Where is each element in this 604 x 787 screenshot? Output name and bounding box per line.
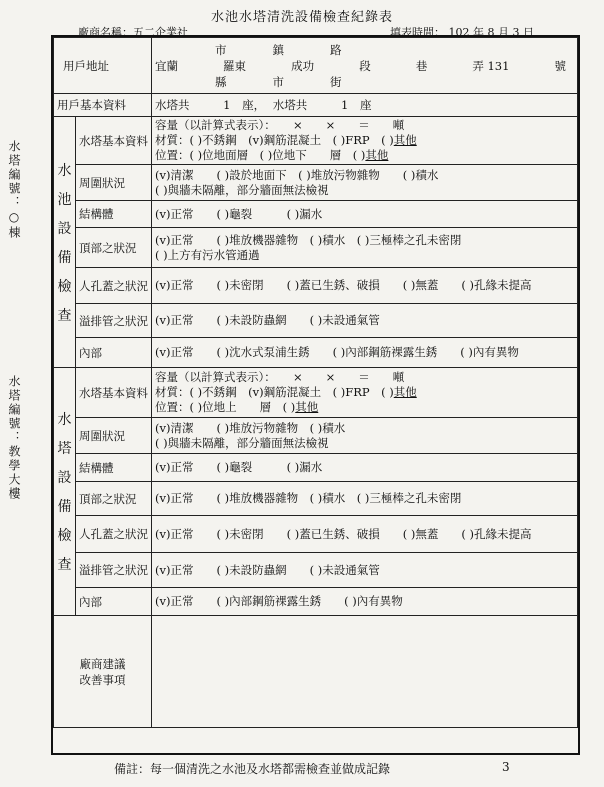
tower-manhole-label: 人孔蓋之狀況	[76, 516, 152, 553]
address-county: 縣	[215, 74, 227, 89]
date-month: 8	[487, 26, 495, 39]
date-year-unit: 年	[473, 26, 484, 39]
address-city: 市	[215, 42, 227, 57]
tower-material: 材質：( )不銹鋼 (v)鋼筋混凝土 ( )FRP ( )其他	[155, 385, 417, 399]
basic-count1: 1	[223, 98, 231, 112]
address-label: 用戶地址	[54, 38, 152, 94]
tower-overflow-value: (v)正常 ( )未設防蟲網 ( )未設通氣管	[152, 553, 578, 588]
tower-interior-row	[54, 588, 578, 616]
date-year: 102	[448, 26, 470, 39]
tower-spec-value	[152, 368, 578, 418]
basic-unit2: 座	[359, 98, 372, 112]
tower-top-label: 頂部之狀況	[76, 482, 152, 516]
pool-spec-label: 水塔基本資料	[76, 117, 152, 165]
pool-position: 位置：( )位地面層 ( )位地下 層 ( )其他	[155, 148, 389, 162]
vendor-label: 廠商名稱：	[78, 26, 133, 39]
pool-top-row	[54, 228, 578, 268]
basic-value	[152, 94, 578, 117]
date-day-unit: 日	[523, 26, 534, 39]
pool-material: 材質：( )不銹鋼 (v)鋼筋混凝土 ( )FRP ( )其他	[155, 133, 417, 147]
pool-manhole-label: 人孔蓋之狀況	[76, 268, 152, 304]
basic-count2: 1	[340, 98, 349, 112]
pool-interior-label: 內部	[76, 338, 152, 368]
tower-surround-label: 周圍狀況	[76, 418, 152, 454]
address-township-name: 羅東	[223, 58, 247, 73]
tower-manhole-row	[54, 516, 578, 553]
tower-structure-value: (v)正常 ( )龜裂 ( )漏水	[152, 454, 578, 482]
tower-interior-value: (v)正常 ( )內部鋼筋裸露生銹 ( )內有異物	[152, 588, 578, 616]
tower-top-value: (v)正常 ( )堆放機器雜物 ( )積水 ( )三極棒之孔未密閉	[152, 482, 578, 516]
pool-spec-row	[54, 117, 578, 165]
pool-section-label: 水 池 設 備 檢 查	[54, 117, 76, 368]
address-alley-number: 弄 131	[472, 58, 510, 73]
basic-label: 用戶基本資料	[54, 94, 152, 117]
pool-structure-row	[54, 201, 578, 228]
pool-structure-label: 結構體	[76, 201, 152, 228]
tower-overflow-label: 溢排管之狀況	[76, 553, 152, 588]
date-month-unit: 月	[498, 26, 509, 39]
tower-interior-label: 內部	[76, 588, 152, 616]
basic-row	[54, 94, 578, 117]
basic-unit1: 座，	[242, 98, 266, 112]
address-value	[152, 38, 578, 94]
address-road-name: 成功	[291, 58, 315, 73]
address-number-unit: 號	[554, 58, 566, 73]
pool-overflow-row	[54, 304, 578, 338]
pool-manhole-value: (v)正常 ( )未密閉 ( )蓋已生銹、破損 ( )無蓋 ( )孔緣未提高	[152, 268, 578, 304]
tower-surround-value: (v)清潔 ( )堆放污物雜物 ( )積水 ( )與牆未隔離，部分牆面無法檢視	[152, 418, 578, 454]
suggestion-value	[152, 616, 578, 728]
tower-top-row	[54, 482, 578, 516]
address-town: 鎮	[272, 42, 284, 57]
tower-section-label: 水 塔 設 備 檢 查	[54, 368, 76, 616]
address-street: 街	[330, 74, 342, 89]
pool-surround-row	[54, 165, 578, 201]
pool-surround-value: (v)清潔 ( )設於地面下 ( )堆放污物雜物 ( )積水 ( )與牆未隔離，部分牆面無法檢視	[152, 165, 578, 201]
pool-interior-value: (v)正常 ( )沈水式泵浦生銹 ( )內部鋼筋裸露生銹 ( )內有異物	[152, 338, 578, 368]
tower-structure-row	[54, 454, 578, 482]
address-section: 段	[359, 58, 371, 73]
pool-spec-value	[152, 117, 578, 165]
address-county-name: 宜蘭	[155, 58, 178, 73]
footer-note: 備註：每一個清洗之水池及水塔都需檢查並做成記錄	[114, 762, 391, 776]
sidebar-label-bottom: 水塔編號：教學大樓	[7, 375, 21, 501]
pool-top-value: (v)正常 ( )堆放機器雜物 ( )積水 ( )三極棒之孔未密閉 ( )上方有污水管通過	[152, 228, 578, 268]
tower-surround-row	[54, 418, 578, 454]
date-day: 3	[512, 26, 520, 39]
pool-top-label: 頂部之狀況	[76, 228, 152, 268]
pool-interior-row	[54, 338, 578, 368]
tower-spec-label: 水塔基本資料	[76, 368, 152, 418]
suggestion-label: 廠商建議 改善事項	[54, 616, 152, 728]
page-number: 3	[502, 760, 510, 774]
tower-overflow-row	[54, 553, 578, 588]
pool-overflow-label: 溢排管之狀況	[76, 304, 152, 338]
basic-tower-label: 水塔共	[155, 98, 190, 112]
tower-position: 位置：( )位地上 層 ( )其他	[155, 400, 319, 414]
tower-structure-label: 結構體	[76, 454, 152, 482]
pool-surround-label: 周圍狀況	[76, 165, 152, 201]
pool-manhole-row	[54, 268, 578, 304]
tower-manhole-value: (v)正常 ( )未密閉 ( )蓋已生銹、破損 ( )無蓋 ( )孔緣未提高	[152, 516, 578, 553]
tower-capacity: 容量（以計算式表示）： × × ＝ 噸	[155, 370, 405, 384]
address-lane: 巷	[415, 58, 428, 73]
pool-structure-value: (v)正常 ( )龜裂 ( )漏水	[152, 201, 578, 228]
sidebar-label-top: 水塔編號：○棟	[7, 140, 21, 240]
address-city2: 市	[272, 74, 284, 89]
pool-capacity: 容量（以計算式表示）： × × ＝ 噸	[155, 118, 405, 132]
inspection-table	[53, 37, 578, 728]
filled-label: 填表時間：	[390, 26, 445, 39]
tower-spec-row	[54, 368, 578, 418]
address-road: 路	[330, 42, 342, 57]
form-title: 水池水塔清洗設備檢查紀錄表	[210, 10, 393, 25]
pool-overflow-value: (v)正常 ( )未設防蟲網 ( )未設通氣管	[152, 304, 578, 338]
address-row	[54, 38, 578, 94]
vendor-name: 五二企業社	[133, 26, 188, 39]
suggestion-row	[54, 616, 578, 728]
basic-tower-label2: 水塔共	[272, 98, 308, 112]
